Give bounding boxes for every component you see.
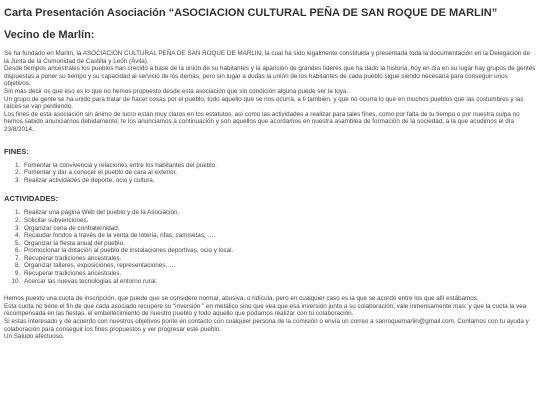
list-item: 4. Recaudar fondos a través de la venta de lotería, rifas, camisetas, …. [22, 232, 536, 240]
list-item: 1. Realizar una página Web del pueblo y de la Asociación. [22, 209, 536, 217]
closing-signoff: Un Saludo afectuoso. [4, 333, 65, 341]
closing-section [4, 295, 536, 341]
list-item: 2. Solicitar subvenciones. [22, 217, 536, 225]
list-item: 3. Realizar actividades de deporte, ocio y cultura. [22, 177, 536, 185]
actividades-list [4, 209, 536, 285]
greeting-heading: Vecino de Marlín: [4, 29, 95, 41]
list-item: 9. Recuperar tradiciones ancestrales. [22, 270, 536, 278]
intro-paragraph: Desde tiempos ancestrales los pueblos han crecido a base de la unión de su habitantes y la aparición de grandes líderes que ha dado la historia, hoy en día en su lugar hay grupos de gentes dispuestas a poner su tiempo y su capacidad al servicio de los demás, pero sin lugar a dudas la unión de los habitantes de cada pueblo sigue siendo necesaria para conseguir unos objetivos. [4, 65, 536, 88]
list-item: 6. Promocionar la dotación al pueblo de instalaciones deportivas, ocio y local. [22, 247, 536, 255]
closing-paragraph: Esta cuota no tiene el fin de que cada asociado recupere su “inversión ” en metálico sino que vea que esa inversión junto a su colaboración, vale inmensamente mas; y que la cuota la vea recompensada en las fiestas, el embellecimiento de nuestro pueblo y todo aquello que podamos realizar con tu colaboración. [4, 302, 527, 318]
actividades-heading: ACTIVIDADES: [4, 194, 59, 204]
list-item: 3. Organizar cena de confraternidad. [22, 225, 536, 233]
list-item: 7. Recuperar tradiciones ancestrales. [22, 255, 536, 263]
intro-paragraph: Los fines de esta asociación sin ánimo de lucro están muy claros en los estatutos, así como las actividades a realizar para tales fines, como por falta de tu tiempo o por nuestra culpa no hemos sabido anunciarnos debidamente, te los anunciamos a continuación y son aquellos que acordamos en nuestra asamblea de formación de la sociedad, a la que acudimos el día 23/8/2014.. [4, 110, 520, 133]
closing-paragraph: Si estas interesado y de acuerdo con nuestros objetivos ponte en contacto con cualquier persona de la comisión o envía un correo a sanroquemarlin@gmail.com, Contamos con tu ayuda y colaboración para conseguir los fines propuestos y ver progresar este pueblo. [4, 318, 529, 333]
intro-paragraph: Un grupo de gente se ha unido para tratar de hacer cosas por el pueblo, todo aquello que se nos ocurra, a ti también, y que no ocurra lo que en muchos pueblos que las costumbres y las raíces se van perdiendo. [4, 95, 524, 111]
intro-section [4, 50, 536, 134]
fines-list [4, 162, 536, 185]
list-item: 1. Fomentar la convivencia y relaciones entre los habitantes del pueblo. [22, 162, 536, 170]
list-item: 2. Fomentar y dar a conocer el pueblo de cara al exterior. [22, 169, 536, 177]
list-item: 5. Organizar la fiesta anual del pueblo. [22, 240, 536, 248]
intro-paragraph: Sin más decir os que eso es lo que no hemos propuesto desde esta asociación que sin condición alguna puede ser la tuya. [4, 87, 349, 95]
fines-heading: FINES: [4, 146, 29, 156]
list-item: 8. Organizar talleres, exposiciones, representaciones,…. [22, 262, 536, 270]
page-title: Carta Presentación Asociación “ASOCIACION CULTURAL PEÑA DE SAN ROQUE DE MARLIN” [4, 7, 498, 19]
intro-paragraph: Se ha fundado en Marlín, la ASOCIACION CULTURAL PEÑA DE SAN ROQUE DE MARLIN, la cual ha sido legalmente constituida y presentada toda la documentación en la Delegación de la Junta de la Comunidad de Castilla y León (Ávila). [4, 50, 531, 65]
list-item: 10. Acercar las nuevas tecnologías al entorno rural. [22, 278, 536, 286]
closing-paragraph: Hemos puesto una cuota de inscripción, que puede que se considere normal, abusiva, o ridícula, pero en cualquier caso es la que se acordó entre los que allí estábamos. [4, 295, 479, 303]
